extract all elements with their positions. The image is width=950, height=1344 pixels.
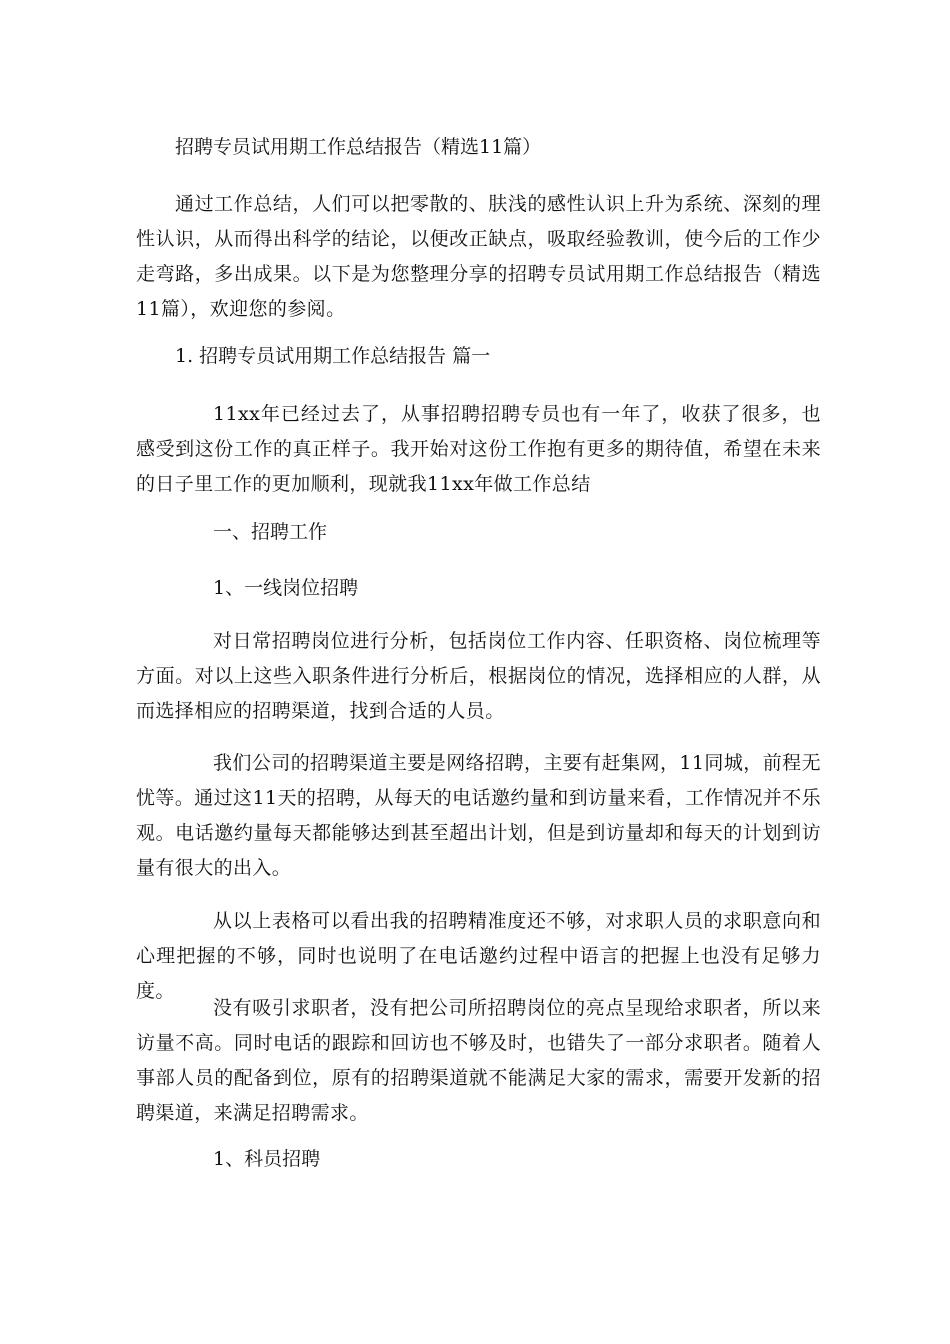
subpart-heading: 1、一线岗位招聘 [213,577,359,599]
part-heading: 一、招聘工作 [213,521,328,543]
section-intro-paragraph: 11xx年已经过去了，从事招聘招聘专员也有一年了，收获了很多，也感受到这份工作的真正样子。我开始对这份工作抱有更多的期待值，希望在未来的日子里工作的更加顺利，现就我11xx年做工作总结 [136,403,821,495]
section-heading: 1. 招聘专员试用期工作总结报告 篇一 [175,345,491,367]
document-title: 招聘专员试用期工作总结报告（精选11篇） [175,136,542,158]
intro-paragraph: 通过工作总结，人们可以把零散的、肤浅的感性认识上升为系统、深刻的理性认识，从而得出科学的结论，以便改正缺点，吸取经验教训，使今后的工作少走弯路，多出成果。以下是为您整理分享的招聘专员试用期工作总结报告（精选11篇），欢迎您的参阅。 [136,193,821,320]
body-paragraph: 从以上表格可以看出我的招聘精准度还不够，对求职人员的求职意向和心理把握的不够，同时也说明了在电话邀约过程中语言的把握上也没有足够力度。 [136,910,821,1002]
subpart-heading: 1、科员招聘 [213,1148,321,1170]
body-paragraph: 没有吸引求职者，没有把公司所招聘岗位的亮点呈现给求职者，所以来访量不高。同时电话的跟踪和回访也不够及时，也错失了一部分求职者。随着人事部人员的配备到位，原有的招聘渠道就不能满足大家的需求，需要开发新的招聘渠道，来满足招聘需求。 [136,997,821,1124]
body-paragraph: 我们公司的招聘渠道主要是网络招聘，主要有赶集网，11同城，前程无忧等。通过这11天的招聘，从每天的电话邀约量和到访量来看，工作情况并不乐观。电话邀约量每天都能够达到甚至超出计划，但是到访量却和每天的计划到访量有很大的出入。 [136,752,821,879]
body-paragraph: 对日常招聘岗位进行分析，包括岗位工作内容、任职资格、岗位梳理等方面。对以上这些入职条件进行分析后，根据岗位的情况，选择相应的人群，从而选择相应的招聘渠道，找到合适的人员。 [136,630,821,722]
